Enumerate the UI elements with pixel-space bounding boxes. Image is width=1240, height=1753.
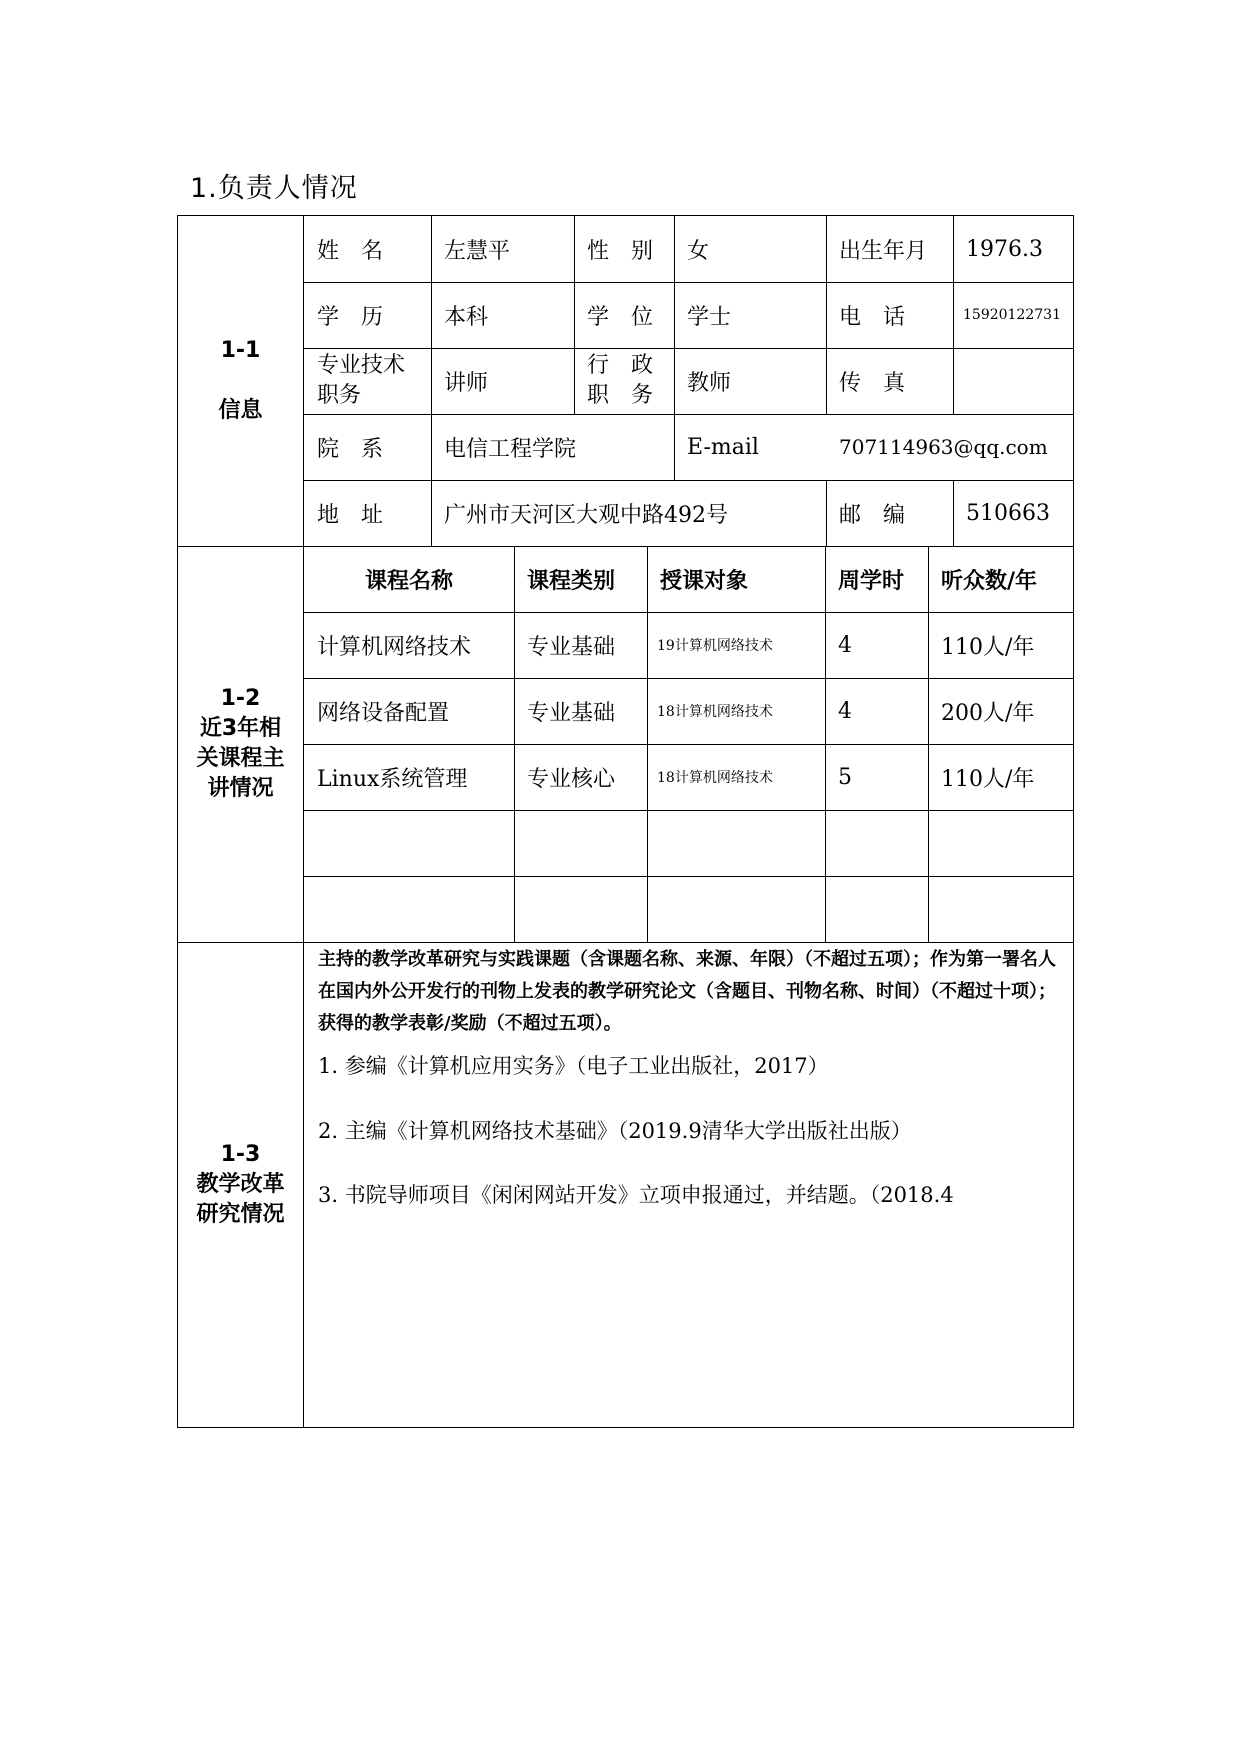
phone-label: 电 话 bbox=[839, 304, 906, 330]
admin-value: 教师 bbox=[687, 370, 732, 396]
degree-label: 学 位 bbox=[587, 304, 654, 330]
table-cell bbox=[928, 810, 1074, 876]
table-cell: 110人/年 bbox=[941, 634, 1035, 660]
table-cell: 网络设备配置 bbox=[317, 700, 450, 726]
table-cell: 18计算机网络技术 bbox=[657, 704, 773, 720]
table-cell bbox=[514, 876, 647, 942]
section-1-2-number: 1-2 bbox=[220, 686, 261, 711]
section-1-2-label bbox=[178, 546, 304, 942]
col-header-weekly-hours: 周学时 bbox=[838, 568, 905, 594]
education-value: 本科 bbox=[444, 304, 489, 330]
table-cell bbox=[647, 810, 825, 876]
address-label: 地 址 bbox=[317, 502, 384, 528]
table-cell: 110人/年 bbox=[941, 766, 1035, 792]
zip-label: 邮 编 bbox=[839, 502, 906, 528]
table-cell bbox=[825, 810, 928, 876]
title-label: 专业技术职务 bbox=[317, 353, 406, 408]
gender-value: 女 bbox=[687, 238, 710, 264]
section-1-2-title-line1: 近3年相 bbox=[199, 716, 282, 741]
name-label: 姓 名 bbox=[317, 238, 384, 264]
fax-value bbox=[953, 348, 1074, 414]
phone-value: 15920122731 bbox=[963, 307, 1061, 323]
table-cell: 专业基础 bbox=[527, 634, 616, 660]
table-cell: 4 bbox=[838, 632, 852, 658]
address-value: 广州市天河区大观中路492号 bbox=[444, 502, 728, 528]
zip-value: 510663 bbox=[966, 500, 1050, 526]
col-header-course-type: 课程类别 bbox=[527, 568, 616, 594]
birth-label: 出生年月 bbox=[839, 238, 928, 264]
email-label: E-mail bbox=[687, 434, 759, 460]
degree-value: 学士 bbox=[687, 304, 732, 330]
list-item: 1. 参编《计算机应用实务》（电子工业出版社，2017） bbox=[318, 1054, 829, 1078]
col-header-listeners: 听众数/年 bbox=[941, 568, 1038, 594]
section-1-2-title-line2: 关课程主 bbox=[196, 746, 285, 771]
table-cell: 专业基础 bbox=[527, 700, 616, 726]
section-1-1-label bbox=[178, 216, 304, 546]
table-cell: 200人/年 bbox=[941, 700, 1035, 726]
table-cell bbox=[304, 876, 514, 942]
section-1-3-number: 1-3 bbox=[220, 1142, 261, 1167]
table-cell bbox=[928, 876, 1074, 942]
page-title: 1.负责人情况 bbox=[190, 173, 358, 204]
education-label: 学 历 bbox=[317, 304, 384, 330]
dept-label: 院 系 bbox=[317, 436, 384, 462]
dept-value: 电信工程学院 bbox=[444, 436, 577, 462]
table-cell: 专业核心 bbox=[527, 766, 616, 792]
table-cell: Linux系统管理 bbox=[317, 766, 468, 792]
col-header-course-name: 课程名称 bbox=[364, 568, 453, 594]
birth-value: 1976.3 bbox=[966, 236, 1043, 262]
info-form-table bbox=[177, 215, 1074, 1428]
table-cell bbox=[514, 810, 647, 876]
list-item: 3. 书院导师项目《闲闲网站开发》立项申报通过，并结题。（2018.4 bbox=[318, 1183, 954, 1207]
email-value: 707114963@qq.com bbox=[839, 435, 1048, 459]
table-cell: 计算机网络技术 bbox=[317, 634, 472, 660]
gender-label: 性 别 bbox=[587, 238, 654, 264]
admin-label: 行 政 职 务 bbox=[587, 353, 654, 408]
table-cell bbox=[647, 876, 825, 942]
fax-label: 传 真 bbox=[839, 370, 906, 396]
table-cell bbox=[304, 810, 514, 876]
section-1-3-label bbox=[178, 942, 304, 1428]
section-1-1-number: 1-1 bbox=[220, 338, 261, 363]
table-cell: 5 bbox=[838, 764, 852, 790]
name-value: 左慧平 bbox=[444, 238, 511, 264]
table-cell: 19计算机网络技术 bbox=[657, 638, 773, 654]
section-1-3-title-line2: 研究情况 bbox=[196, 1202, 285, 1227]
table-cell: 4 bbox=[838, 698, 852, 724]
section-1-2-title-line3: 讲情况 bbox=[207, 776, 274, 801]
title-value: 讲师 bbox=[444, 370, 489, 396]
section-1-3-instructions: 主持的教学改革研究与实践课题（含课题名称、来源、年限）（不超过五项）；作为第一署名人在国内外公开发行的刊物上发表的教学研究论文（含题目、刊物名称、时间）（不超过十项）；获得的教学表彰/奖励（不超过五项）。 bbox=[318, 949, 1056, 1034]
table-cell: 18计算机网络技术 bbox=[657, 770, 773, 786]
col-header-audience: 授课对象 bbox=[660, 568, 749, 594]
list-item: 2. 主编《计算机网络技术基础》（2019.9清华大学出版社出版） bbox=[318, 1119, 912, 1143]
section-1-1-title: 信息 bbox=[218, 398, 263, 423]
table-cell bbox=[825, 876, 928, 942]
section-1-3-title-line1: 教学改革 bbox=[196, 1172, 285, 1197]
